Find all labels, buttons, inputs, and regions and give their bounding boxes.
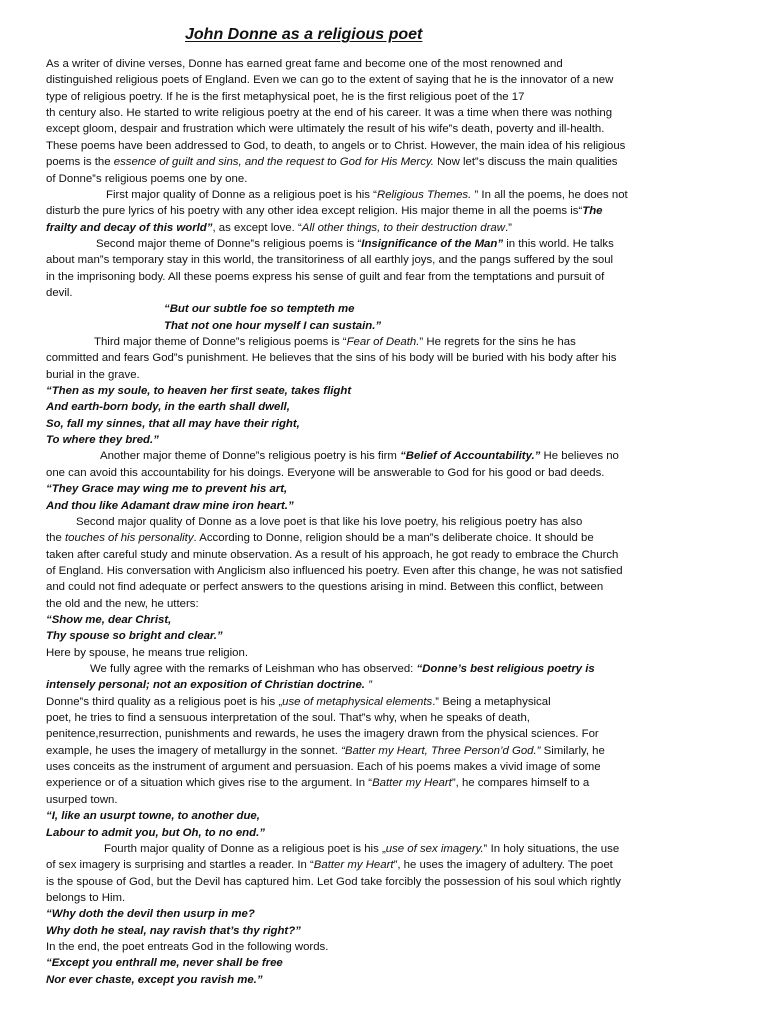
text-line (96, 236, 614, 252)
text-line (46, 775, 589, 791)
emphasis-text: “They Grace may wing me to prevent his art, (46, 483, 288, 496)
emphasis-text: “Batter my Heart, Three Person’d God.” (341, 744, 541, 757)
emphasis-text: “Then as my soule, to heaven her first seate, takes flight (46, 385, 352, 397)
text-line (104, 841, 619, 857)
text-run: uses conceits as the instrument of argument and persuasion. Each of his poems makes a vivid image of some (46, 761, 601, 774)
text-line (46, 955, 283, 971)
text-run: in this world. He talks (503, 237, 614, 250)
text-line (46, 432, 159, 448)
text-line (46, 285, 73, 301)
emphasis-text: “I, like an usurpt towne, to another due, (46, 810, 260, 823)
text-line (46, 203, 603, 219)
text-run: He believes no (540, 450, 619, 463)
text-line (46, 726, 599, 742)
emphasis-text: Fear of Death. (346, 336, 420, 348)
text-run: ” He regrets for the sins he has (419, 336, 576, 348)
text-run: type of religious poetry. If he is the first metaphysical poet, he is the first religious poet of the 17 (46, 90, 525, 103)
emphasis-text: Nor ever chaste, except you ravish me.” (46, 973, 263, 986)
emphasis-text: All other things, to their destruction draw (301, 221, 505, 234)
text-line (46, 874, 621, 890)
text-line (46, 563, 623, 579)
text-line (46, 530, 594, 546)
emphasis-text: “Why doth the devil then usurp in me? (46, 908, 255, 921)
text-line (46, 121, 604, 137)
text-line (46, 579, 603, 595)
text-run: First major quality of Donne as a religious poet is his “ (106, 188, 377, 201)
text-run: usurped town. (46, 793, 118, 806)
emphasis-text: touches of his personality (65, 532, 194, 545)
text-run: experience or of a situation which gives rise to the argument. In “ (46, 777, 373, 790)
page-title: John Donne as a religious poet (185, 26, 423, 43)
text-run: , as except love. “ (212, 221, 302, 234)
text-run: Another major theme of Donne‟s religious poetry is his firm (100, 450, 401, 463)
emphasis-text: That not one hour myself I can sustain.” (164, 319, 382, 332)
text-run: of sex imagery is surprising and startles a reader. In “ (46, 859, 314, 872)
emphasis-text: “Belief of Accountability.” (400, 450, 541, 463)
text-run: Here by spouse, he means true religion. (46, 646, 248, 659)
text-run: These poems have been addressed to God, to death, to angels or to Christ. However, the main idea of his religious (46, 139, 626, 152)
emphasis-text: And thou like Adamant draw mine iron heart.” (46, 499, 294, 512)
text-run: Donne‟s third quality as a religious poet is his „ (46, 695, 283, 708)
text-run: .‟ Being a metaphysical (432, 695, 551, 708)
text-run: . According to Donne, religion should be a man‟s deliberate choice. It should be (193, 532, 594, 545)
emphasis-text: “Donne’s best religious poetry is (416, 663, 595, 675)
text-run: Now let‟s discuss the main qualities (433, 156, 618, 169)
text-run: poems is the (46, 156, 114, 169)
text-line (46, 171, 247, 187)
text-line (46, 367, 140, 383)
text-line (46, 547, 618, 563)
text-line (46, 694, 551, 710)
text-line (46, 481, 287, 497)
text-run: As a writer of divine verses, Donne has earned great fame and become one of the most renowned and (46, 58, 563, 70)
text-line (46, 105, 612, 121)
text-line (46, 612, 171, 628)
text-line (46, 677, 372, 693)
text-line (46, 792, 118, 808)
text-run: penitence,resurrection, punishments and rewards, he uses the imagery drawn from the physical sciences. For (46, 728, 599, 741)
text-run: about man‟s temporary stay in this world, the transitoriness of all earthly joys, and the pangs suffered by the soul (46, 254, 614, 267)
text-run: .” (505, 221, 512, 234)
emphasis-text: The (582, 205, 603, 218)
emphasis-text: frailty and decay of this world” (46, 221, 213, 234)
text-line (46, 596, 199, 612)
text-line (46, 939, 328, 955)
text-run: ‟ In holy situations, the use (483, 842, 620, 855)
text-line (46, 906, 255, 922)
text-run: taken after careful study and minute observation. As a result of his approach, he got ready to embrace the Church (46, 548, 619, 561)
text-line (46, 645, 248, 661)
text-line (46, 857, 613, 873)
text-run: disturb the pure lyrics of his poetry with any other idea except religion. His major theme in all the poems is“ (46, 205, 583, 218)
text-line (46, 56, 563, 72)
text-run: distinguished religious poets of England. Even we can go to the extent of saying that he is the innovator of a new (46, 74, 614, 87)
emphasis-text: Insignificance of the Man” (361, 237, 504, 250)
text-run: ”, he uses the imagery of adultery. The poet (393, 859, 613, 872)
text-line (94, 334, 576, 350)
text-line (46, 138, 625, 154)
emphasis-text: And earth-born body, in the earth shall dwell, (46, 401, 290, 414)
emphasis-text: Why doth he steal, nay ravish that’s thy right?” (46, 924, 301, 937)
text-run: devil. (46, 286, 73, 299)
emphasis-text: Batter my Heart (372, 777, 452, 790)
text-line (90, 661, 595, 677)
text-run: and could not find adequate or perfect answers to the questions arising in mind. Between this conflict, between (46, 581, 604, 594)
text-run: one can avoid this accountability for his doings. Everyone will be answerable to God for his good or bad deeds. (46, 466, 605, 479)
text-line (164, 318, 381, 334)
text-run: In the end, the poet entreats God in the following words. (46, 940, 329, 953)
text-line (46, 628, 223, 644)
text-run: Third major theme of Donne‟s religious poems is “ (94, 336, 347, 348)
emphasis-text: Batter my Heart (313, 859, 394, 872)
text-run: Second major quality of Donne as a love poet is that like his love poetry, his religious poetry has also (76, 515, 583, 528)
emphasis-text: “Except you enthrall me, never shall be free (46, 957, 283, 970)
emphasis-text: intensely personal; not an exposition of Christian doctrine. (46, 679, 365, 692)
text-run: belongs to Him. (46, 891, 126, 904)
text-run: in the imprisoning body. All these poems express his sense of guilt and fear from the temptations and pursuit of (46, 270, 605, 283)
emphasis-text: Labour to admit you, but Oh, to no end.” (46, 826, 265, 839)
emphasis-text: Religious Themes. (376, 188, 472, 201)
text-run: is the spouse of God, but the Devil has captured him. Let God take forcibly the possession of his soul which rightly (46, 875, 621, 888)
text-run: ”, he compares himself to a (451, 777, 590, 790)
text-run: of Donne‟s religious poems one by one. (46, 172, 248, 185)
text-line (46, 759, 601, 775)
text-line (46, 416, 300, 432)
emphasis-text: essence of guilt and sins, and the request to God for His Mercy. (113, 156, 434, 169)
text-line (46, 350, 616, 366)
text-line (46, 710, 530, 726)
text-run: poet, he tries to find a sensuous interpretation of the soul. That‟s why, when he speaks of death, (46, 712, 530, 724)
emphasis-text: “Show me, dear Christ, (46, 613, 172, 626)
emphasis-text: use of sex imagery. (385, 842, 484, 855)
emphasis-text: ” (364, 679, 372, 692)
text-run: th century also. He started to write religious poetry at the end of his career. It was a time when there was nothing (46, 107, 613, 120)
text-run: example, he uses the imagery of metallurgy in the sonnet. (46, 744, 342, 757)
text-run: the (46, 532, 65, 545)
text-line (76, 514, 582, 530)
text-line (46, 72, 613, 88)
text-run: the old and the new, he utters: (46, 597, 199, 610)
text-line (46, 972, 263, 988)
text-line (46, 252, 613, 268)
text-line (46, 383, 351, 399)
text-line (100, 448, 619, 464)
text-run: burial in the grave. (46, 368, 140, 381)
text-run: of England. His conversation with Anglicism also influenced his poetry. Even after this change, he was not satisfied (46, 564, 623, 577)
text-line (46, 890, 125, 906)
text-line (46, 154, 618, 170)
text-run: Similarly, he (540, 744, 605, 757)
text-line (46, 808, 260, 824)
emphasis-text: use of metaphysical elements (282, 695, 433, 708)
text-run: Fourth major quality of Donne as a religious poet is his „ (104, 842, 386, 855)
text-line (46, 269, 604, 285)
text-line (46, 825, 265, 841)
text-line (46, 220, 512, 236)
emphasis-text: Thy spouse so bright and clear.” (46, 630, 223, 643)
text-run: committed and fears God‟s punishment. He believes that the sins of his body will be buried with his body after his (46, 352, 617, 365)
text-line (46, 399, 290, 415)
text-line (164, 301, 355, 317)
emphasis-text: So, fall my sinnes, that all may have their right, (46, 417, 300, 430)
text-line (46, 923, 301, 939)
text-line (46, 498, 294, 514)
text-line (46, 743, 605, 759)
text-line (106, 187, 628, 203)
text-run: except gloom, despair and frustration which were ultimately the result of his wife‟s death, poverty and ill-health. (46, 123, 605, 136)
text-line (46, 89, 524, 105)
text-line (46, 465, 604, 481)
text-run: ” In all the poems, he does not (471, 188, 628, 201)
text-run: Second major theme of Donne‟s religious poems is “ (96, 237, 362, 250)
emphasis-text: “But our subtle foe so tempteth me (164, 303, 355, 316)
text-run: We fully agree with the remarks of Leishman who has observed: (90, 663, 417, 675)
emphasis-text: To where they bred.” (46, 434, 159, 447)
